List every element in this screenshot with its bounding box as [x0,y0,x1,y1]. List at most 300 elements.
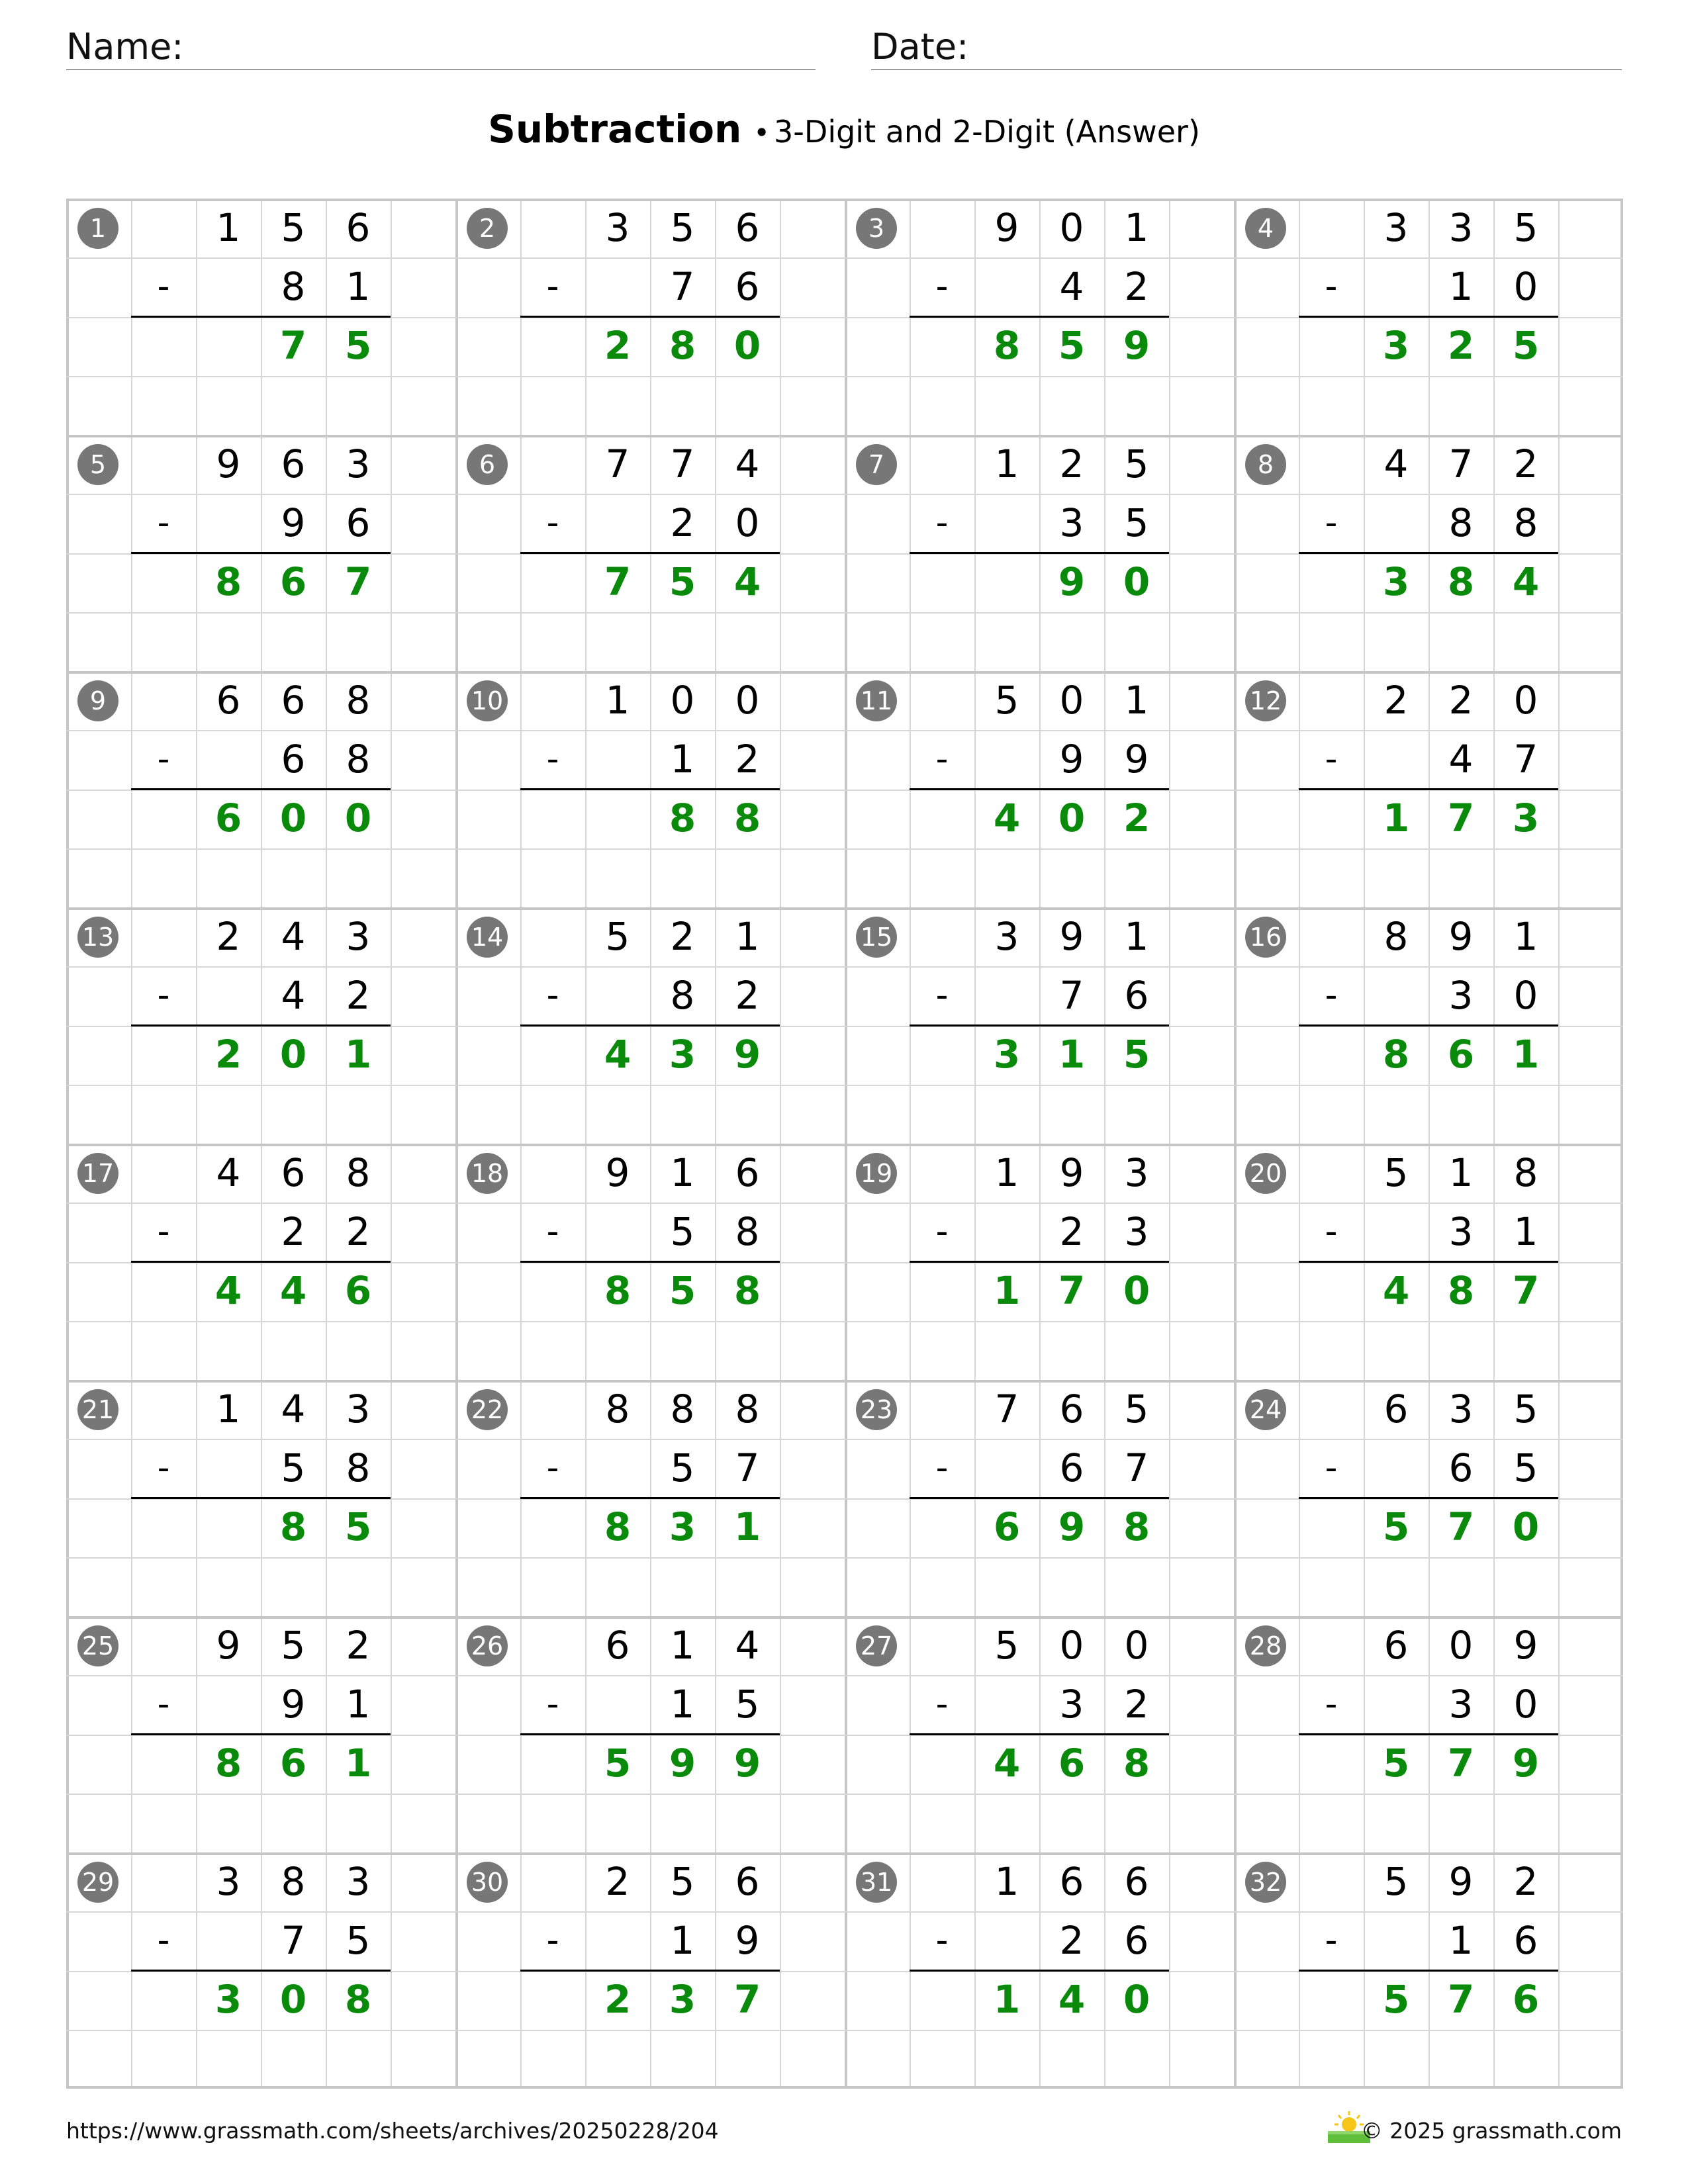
subtrahend-digit: 2 [735,737,760,782]
answer-rule [131,552,391,554]
problem-number-badge: 30 [467,1862,508,1903]
minuend-digit: 8 [605,1387,630,1432]
date-field[interactable] [871,24,1622,70]
answer-digit: 0 [1058,796,1086,841]
subtrahend-digit: 1 [670,1682,695,1727]
answer-digit: 5 [344,1504,372,1549]
subtrahend-digit: 7 [735,1445,760,1490]
answer-digit: 3 [214,1977,242,2022]
minuend-digit: 9 [216,1623,241,1668]
minuend-digit: 9 [605,1150,630,1195]
answer-digit: 1 [344,1032,372,1077]
subtrahend-digit: 3 [1448,1682,1474,1727]
answer-digit: 1 [1382,796,1410,841]
problem-10 [455,671,845,907]
answer-digit: 9 [1058,559,1086,604]
answer-digit: 6 [344,1268,372,1313]
problem-number-badge: 6 [467,444,508,485]
minuend-digit: 3 [346,1387,371,1432]
problem-number-badge: 4 [1245,208,1286,249]
answer-rule [131,1261,391,1263]
answer-digit: 8 [669,323,696,368]
answer-digit: 5 [1512,323,1540,368]
minus-sign: - [1325,267,1338,306]
answer-digit: 1 [733,1504,761,1549]
subtrahend-digit: 9 [1059,737,1084,782]
answer-digit: 8 [604,1268,632,1313]
answer-digit: 9 [733,1032,761,1077]
minuend-digit: 7 [1448,441,1474,486]
subtrahend-digit: 6 [1448,1445,1474,1490]
problem-number-badge: 25 [77,1625,118,1666]
minuend-digit: 5 [281,1623,306,1668]
answer-digit: 4 [993,796,1021,841]
subtrahend-digit: 2 [346,1209,371,1254]
minuend-digit: 5 [670,205,695,250]
problem-21 [66,1380,455,1616]
answer-rule [520,1497,780,1499]
answer-rule [1299,552,1558,554]
subtrahend-digit: 3 [1124,1209,1149,1254]
minuend-digit: 5 [994,1623,1019,1668]
answer-digit: 5 [344,323,372,368]
subtrahend-digit: 5 [281,1445,306,1490]
minuend-digit: 9 [1513,1623,1538,1668]
answer-digit: 8 [669,796,696,841]
problem-28 [1234,1616,1623,1852]
answer-digit: 2 [1123,796,1150,841]
worksheet-grid [66,199,1623,2089]
answer-rule [520,1970,780,1972]
answer-digit: 8 [604,1504,632,1549]
minus-sign: - [157,1921,170,1960]
minuend-digit: 6 [216,678,241,723]
answer-rule [131,1733,391,1735]
minuend-digit: 1 [994,441,1019,486]
answer-digit: 9 [1123,323,1150,368]
answer-digit: 9 [669,1741,696,1786]
answer-rule [910,316,1169,318]
answer-digit: 5 [1382,1741,1410,1786]
subtrahend-digit: 9 [1124,737,1149,782]
minuend-digit: 2 [1448,678,1474,723]
answer-digit: 4 [733,559,761,604]
minuend-digit: 1 [216,1387,241,1432]
problem-number-badge: 10 [467,680,508,721]
minuend-digit: 3 [1448,205,1474,250]
answer-digit: 7 [279,323,307,368]
subtrahend-digit: 2 [1059,1918,1084,1963]
problem-number-badge: 16 [1245,917,1286,958]
answer-digit: 6 [1512,1977,1540,2022]
answer-digit: 2 [604,1977,632,2022]
minuend-digit: 5 [1124,441,1149,486]
minuend-digit: 5 [1383,1150,1409,1195]
minuend-digit: 1 [1124,205,1149,250]
answer-rule [1299,1497,1558,1499]
answer-digit: 8 [1382,1032,1410,1077]
subtrahend-digit: 0 [735,500,760,545]
minuend-digit: 1 [670,1623,695,1668]
answer-digit: 5 [1382,1977,1410,2022]
minuend-digit: 8 [1513,1150,1538,1195]
minuend-digit: 4 [281,914,306,959]
answer-rule [910,788,1169,790]
minuend-digit: 3 [605,205,630,250]
answer-rule [910,552,1169,554]
answer-digit: 3 [1512,796,1540,841]
subtrahend-digit: 0 [1513,973,1538,1018]
minuend-digit: 5 [670,1859,695,1904]
answer-digit: 3 [1382,559,1410,604]
answer-digit: 5 [1382,1504,1410,1549]
minuend-digit: 6 [735,1859,760,1904]
problem-number-badge: 18 [467,1153,508,1194]
minus-sign: - [157,1448,170,1488]
minus-sign: - [546,976,559,1015]
answer-digit: 6 [1447,1032,1475,1077]
minuend-digit: 6 [605,1623,630,1668]
subtrahend-digit: 2 [1059,1209,1084,1254]
minus-sign: - [935,1921,949,1960]
answer-digit: 2 [604,323,632,368]
answer-digit: 7 [1447,1977,1475,2022]
problem-number-badge: 28 [1245,1625,1286,1666]
subtrahend-digit: 5 [1513,1445,1538,1490]
minus-sign: - [935,1684,949,1724]
minuend-digit: 1 [1513,914,1538,959]
subtrahend-digit: 7 [670,264,695,309]
minuend-digit: 3 [346,1859,371,1904]
minuend-digit: 2 [1513,1859,1538,1904]
problem-number-badge: 21 [77,1389,118,1430]
minuend-digit: 3 [994,914,1019,959]
problem-19 [845,1144,1234,1380]
footer-url: https://www.grassmath.com/sheets/archives/20250228/204 [66,2118,719,2144]
minuend-digit: 1 [1124,678,1149,723]
minuend-digit: 6 [735,205,760,250]
minuend-digit: 1 [670,1150,695,1195]
problem-22 [455,1380,845,1616]
subtrahend-digit: 5 [735,1682,760,1727]
minuend-digit: 1 [735,914,760,959]
minuend-digit: 1 [1124,914,1149,959]
subtrahend-digit: 1 [346,1682,371,1727]
subtrahend-digit: 6 [1059,1445,1084,1490]
minuend-digit: 4 [216,1150,241,1195]
minuend-digit: 5 [1513,1387,1538,1432]
minuend-digit: 4 [1383,441,1409,486]
problem-11 [845,671,1234,907]
subtrahend-digit: 2 [1124,1682,1149,1727]
problem-15 [845,907,1234,1144]
subtrahend-digit: 7 [1059,973,1084,1018]
minuend-digit: 3 [1448,1387,1474,1432]
subtrahend-digit: 9 [281,1682,306,1727]
minuend-digit: 0 [1059,1623,1084,1668]
answer-rule [520,788,780,790]
minuend-digit: 2 [1513,441,1538,486]
subtrahend-digit: 4 [1059,264,1084,309]
problem-4 [1234,199,1623,435]
problem-2 [455,199,845,435]
problem-number-badge: 15 [856,917,897,958]
answer-rule [131,1497,391,1499]
minuend-digit: 6 [281,1150,306,1195]
minuend-digit: 0 [735,678,760,723]
answer-digit: 3 [669,1504,696,1549]
minuend-digit: 3 [1124,1150,1149,1195]
minuend-digit: 5 [1124,1387,1149,1432]
minuend-digit: 0 [1513,678,1538,723]
answer-digit: 8 [279,1504,307,1549]
problem-number-badge: 5 [77,444,118,485]
answer-rule [131,316,391,318]
problem-16 [1234,907,1623,1144]
subtrahend-digit: 8 [346,737,371,782]
answer-digit: 8 [1123,1504,1150,1549]
name-label: Name: [66,26,184,68]
answer-digit: 3 [669,1977,696,2022]
title-main: Subtraction [488,107,742,152]
minus-sign: - [546,1448,559,1488]
minus-sign: - [1325,1448,1338,1488]
problem-number-badge: 22 [467,1389,508,1430]
answer-digit: 8 [1123,1741,1150,1786]
answer-digit: 0 [1512,1504,1540,1549]
problem-number-badge: 31 [856,1862,897,1903]
subtrahend-digit: 7 [1513,737,1538,782]
minus-sign: - [157,1212,170,1251]
answer-rule [520,552,780,554]
subtrahend-digit: 1 [670,1918,695,1963]
answer-digit: 4 [993,1741,1021,1786]
subtrahend-digit: 6 [1124,1918,1149,1963]
name-field[interactable] [66,24,816,70]
minuend-digit: 7 [994,1387,1019,1432]
subtrahend-digit: 0 [1513,264,1538,309]
answer-rule [520,1261,780,1263]
problem-number-badge: 2 [467,208,508,249]
problem-30 [455,1852,845,2089]
answer-digit: 8 [733,1268,761,1313]
answer-digit: 0 [344,796,372,841]
subtrahend-digit: 3 [1448,1209,1474,1254]
answer-digit: 4 [604,1032,632,1077]
subtrahend-digit: 1 [1513,1209,1538,1254]
answer-digit: 0 [279,796,307,841]
problem-number-badge: 32 [1245,1862,1286,1903]
minuend-digit: 4 [735,1623,760,1668]
minus-sign: - [157,503,170,543]
minuend-digit: 8 [670,1387,695,1432]
answer-digit: 4 [1382,1268,1410,1313]
subtrahend-digit: 8 [281,264,306,309]
minuend-digit: 0 [1448,1623,1474,1668]
answer-digit: 3 [993,1032,1021,1077]
answer-digit: 0 [1123,1977,1150,2022]
subtrahend-digit: 1 [670,737,695,782]
subtrahend-digit: 9 [735,1918,760,1963]
answer-rule [520,316,780,318]
minuend-digit: 6 [1124,1859,1149,1904]
answer-digit: 0 [1123,559,1150,604]
minuend-digit: 1 [1448,1150,1474,1195]
minuend-digit: 5 [1383,1859,1409,1904]
answer-rule [1299,1261,1558,1263]
problem-25 [66,1616,455,1852]
answer-rule [910,1970,1169,1972]
minuend-digit: 8 [1383,914,1409,959]
minuend-digit: 3 [1383,205,1409,250]
answer-digit: 7 [1447,1504,1475,1549]
problem-14 [455,907,845,1144]
answer-rule [520,1733,780,1735]
minus-sign: - [1325,1684,1338,1724]
page-title [0,103,1688,165]
answer-digit: 7 [604,559,632,604]
answer-digit: 9 [1058,1504,1086,1549]
answer-digit: 6 [214,796,242,841]
problem-number-badge: 20 [1245,1153,1286,1194]
subtrahend-digit: 2 [670,500,695,545]
problem-23 [845,1380,1234,1616]
minuend-digit: 9 [1448,1859,1474,1904]
problem-number-badge: 7 [856,444,897,485]
problem-number-badge: 14 [467,917,508,958]
answer-digit: 5 [1058,323,1086,368]
problem-number-badge: 11 [856,680,897,721]
subtrahend-digit: 6 [1513,1918,1538,1963]
minuend-digit: 9 [1059,1150,1084,1195]
problem-18 [455,1144,845,1380]
subtrahend-digit: 5 [346,1918,371,1963]
minuend-digit: 2 [1059,441,1084,486]
problem-29 [66,1852,455,2089]
answer-digit: 4 [279,1268,307,1313]
subtrahend-digit: 8 [670,973,695,1018]
problem-number-badge: 23 [856,1389,897,1430]
minuend-digit: 2 [216,914,241,959]
subtrahend-digit: 2 [281,1209,306,1254]
answer-digit: 1 [993,1268,1021,1313]
minuend-digit: 8 [346,678,371,723]
problem-number-badge: 13 [77,917,118,958]
minuend-digit: 8 [281,1859,306,1904]
problem-26 [455,1616,845,1852]
answer-digit: 2 [214,1032,242,1077]
answer-digit: 3 [1382,323,1410,368]
answer-digit: 7 [733,1977,761,2022]
answer-digit: 2 [1447,323,1475,368]
problem-number-badge: 1 [77,208,118,249]
answer-digit: 7 [1447,1741,1475,1786]
problem-17 [66,1144,455,1380]
minus-sign: - [546,1212,559,1251]
minuend-digit: 9 [1448,914,1474,959]
date-label: Date: [871,26,969,68]
problem-9 [66,671,455,907]
problem-number-badge: 29 [77,1862,118,1903]
answer-digit: 5 [669,1268,696,1313]
minuend-digit: 9 [216,441,241,486]
subtrahend-digit: 1 [1448,1918,1474,1963]
answer-digit: 8 [993,323,1021,368]
minuend-digit: 6 [1383,1387,1409,1432]
problem-13 [66,907,455,1144]
problem-number-badge: 26 [467,1625,508,1666]
minus-sign: - [935,976,949,1015]
answer-digit: 5 [1123,1032,1150,1077]
minuend-digit: 1 [994,1150,1019,1195]
problem-31 [845,1852,1234,2089]
minuend-digit: 9 [994,205,1019,250]
problem-number-badge: 24 [1245,1389,1286,1430]
minuend-digit: 2 [670,914,695,959]
answer-rule [1299,1970,1558,1972]
problem-20 [1234,1144,1623,1380]
answer-digit: 8 [344,1977,372,2022]
answer-rule [1299,788,1558,790]
problem-12 [1234,671,1623,907]
answer-rule [131,1970,391,1972]
answer-rule [131,1024,391,1026]
subtrahend-digit: 6 [346,500,371,545]
title-subtitle: 3-Digit and 2-Digit (Answer) [774,114,1200,150]
minus-sign: - [935,267,949,306]
subtrahend-digit: 2 [735,973,760,1018]
minuend-digit: 6 [1383,1623,1409,1668]
minuend-digit: 6 [735,1150,760,1195]
answer-digit: 8 [214,1741,242,1786]
subtrahend-digit: 4 [281,973,306,1018]
answer-digit: 4 [214,1268,242,1313]
minuend-digit: 2 [1383,678,1409,723]
answer-digit: 8 [1447,559,1475,604]
answer-digit: 4 [1058,1977,1086,2022]
minus-sign: - [1325,503,1338,543]
answer-digit: 7 [1447,796,1475,841]
subtrahend-digit: 2 [346,973,371,1018]
problem-number-badge: 8 [1245,444,1286,485]
subtrahend-digit: 6 [735,264,760,309]
problem-6 [455,435,845,671]
subtrahend-digit: 2 [1124,264,1149,309]
minuend-digit: 0 [1059,678,1084,723]
subtrahend-digit: 3 [1059,1682,1084,1727]
answer-digit: 1 [1058,1032,1086,1077]
subtrahend-digit: 6 [1124,973,1149,1018]
minus-sign: - [546,503,559,543]
minuend-digit: 3 [346,914,371,959]
subtrahend-digit: 4 [1448,737,1474,782]
answer-digit: 7 [344,559,372,604]
answer-rule [520,1024,780,1026]
answer-rule [910,1024,1169,1026]
minus-sign: - [546,1684,559,1724]
answer-rule [1299,1733,1558,1735]
minus-sign: - [546,267,559,306]
problem-8 [1234,435,1623,671]
answer-digit: 4 [1512,559,1540,604]
minus-sign: - [1325,1921,1338,1960]
problem-32 [1234,1852,1623,2089]
footer-copyright: © 2025 grassmath.com [1360,2118,1622,2144]
minuend-digit: 0 [1124,1623,1149,1668]
title-separator: • [753,116,771,149]
answer-digit: 6 [1058,1741,1086,1786]
problem-1 [66,199,455,435]
